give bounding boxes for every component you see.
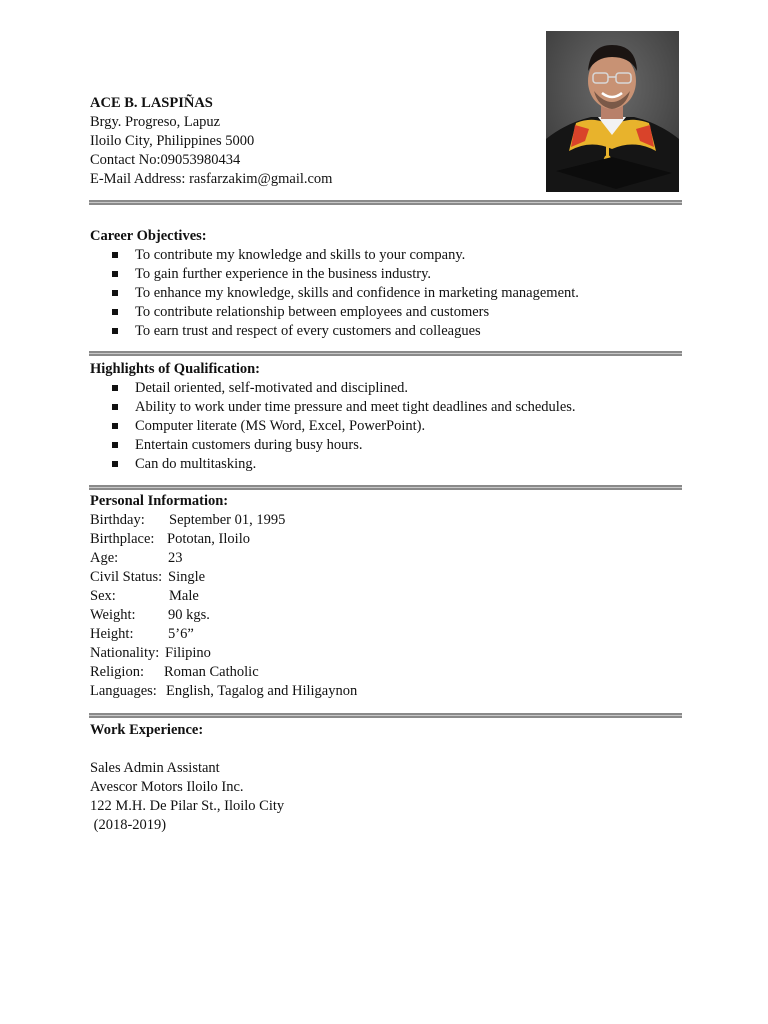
list-item: To contribute relationship between employees and customers [90, 303, 579, 322]
square-bullet-icon [112, 290, 118, 296]
list-item: To gain further experience in the business industry. [90, 265, 579, 284]
list-item: To enhance my knowledge, skills and confidence in marketing management. [90, 284, 579, 303]
square-bullet-icon [112, 404, 118, 410]
career-objectives-title: Career Objectives: [90, 228, 207, 244]
career-objectives-list [90, 246, 579, 341]
applicant-name: ACE B. LASPIÑAS [90, 95, 213, 111]
contact-header [90, 94, 332, 189]
personal-information-title: Personal Information: [90, 493, 229, 509]
address-line-1: Brgy. Progreso, Lapuz [90, 114, 221, 130]
section-divider [89, 200, 682, 205]
square-bullet-icon [112, 461, 118, 467]
qualifications-list [90, 379, 576, 474]
qualifications-section [90, 360, 576, 474]
list-item: Computer literate (MS Word, Excel, PowerPoint). [90, 417, 576, 436]
info-row-nationality: Nationality: Filipino [90, 645, 211, 661]
graduation-portrait-icon [546, 31, 679, 192]
career-objectives-section [90, 227, 579, 341]
square-bullet-icon [112, 385, 118, 391]
section-divider [89, 351, 682, 356]
info-row-weight: Weight: 90 kgs. [90, 607, 210, 623]
list-item: To earn trust and respect of every customers and colleagues [90, 322, 579, 341]
list-item: Entertain customers during busy hours. [90, 436, 576, 455]
square-bullet-icon [112, 328, 118, 334]
work-experience-title: Work Experience: [90, 722, 204, 738]
address-line-2: Iloilo City, Philippines 5000 [90, 133, 255, 149]
qualifications-title: Highlights of Qualification: [90, 361, 260, 377]
contact-number: Contact No:09053980434 [90, 152, 241, 168]
employment-period: (2018-2019) [90, 817, 167, 833]
job-position: Sales Admin Assistant [90, 760, 220, 776]
list-item: Can do multitasking. [90, 455, 576, 474]
list-item: Ability to work under time pressure and meet tight deadlines and schedules. [90, 398, 576, 417]
company-address: 122 M.H. De Pilar St., Iloilo City [90, 798, 285, 814]
square-bullet-icon [112, 442, 118, 448]
info-row-age: Age: 23 [90, 550, 183, 566]
info-row-sex: Sex: Male [90, 588, 199, 604]
info-row-height: Height: 5’6” [90, 626, 194, 642]
info-row-languages: Languages: English, Tagalog and Hiligaynon [90, 683, 358, 699]
info-row-religion: Religion: Roman Catholic [90, 664, 259, 680]
info-row-birthday: Birthday: September 01, 1995 [90, 512, 286, 528]
spacer [90, 740, 284, 759]
square-bullet-icon [112, 252, 118, 258]
square-bullet-icon [112, 423, 118, 429]
square-bullet-icon [112, 271, 118, 277]
list-item: To contribute my knowledge and skills to your company. [90, 246, 579, 265]
email-address: E-Mail Address: rasfarzakim@gmail.com [90, 171, 333, 187]
info-row-birthplace: Birthplace: Pototan, Iloilo [90, 531, 250, 547]
section-divider [89, 485, 682, 490]
personal-information-section [90, 492, 357, 701]
company-name: Avescor Motors Iloilo Inc. [90, 779, 244, 795]
work-experience-section [90, 721, 284, 835]
list-item: Detail oriented, self-motivated and disciplined. [90, 379, 576, 398]
square-bullet-icon [112, 309, 118, 315]
section-divider [89, 713, 682, 718]
info-row-civil-status: Civil Status: Single [90, 569, 206, 585]
